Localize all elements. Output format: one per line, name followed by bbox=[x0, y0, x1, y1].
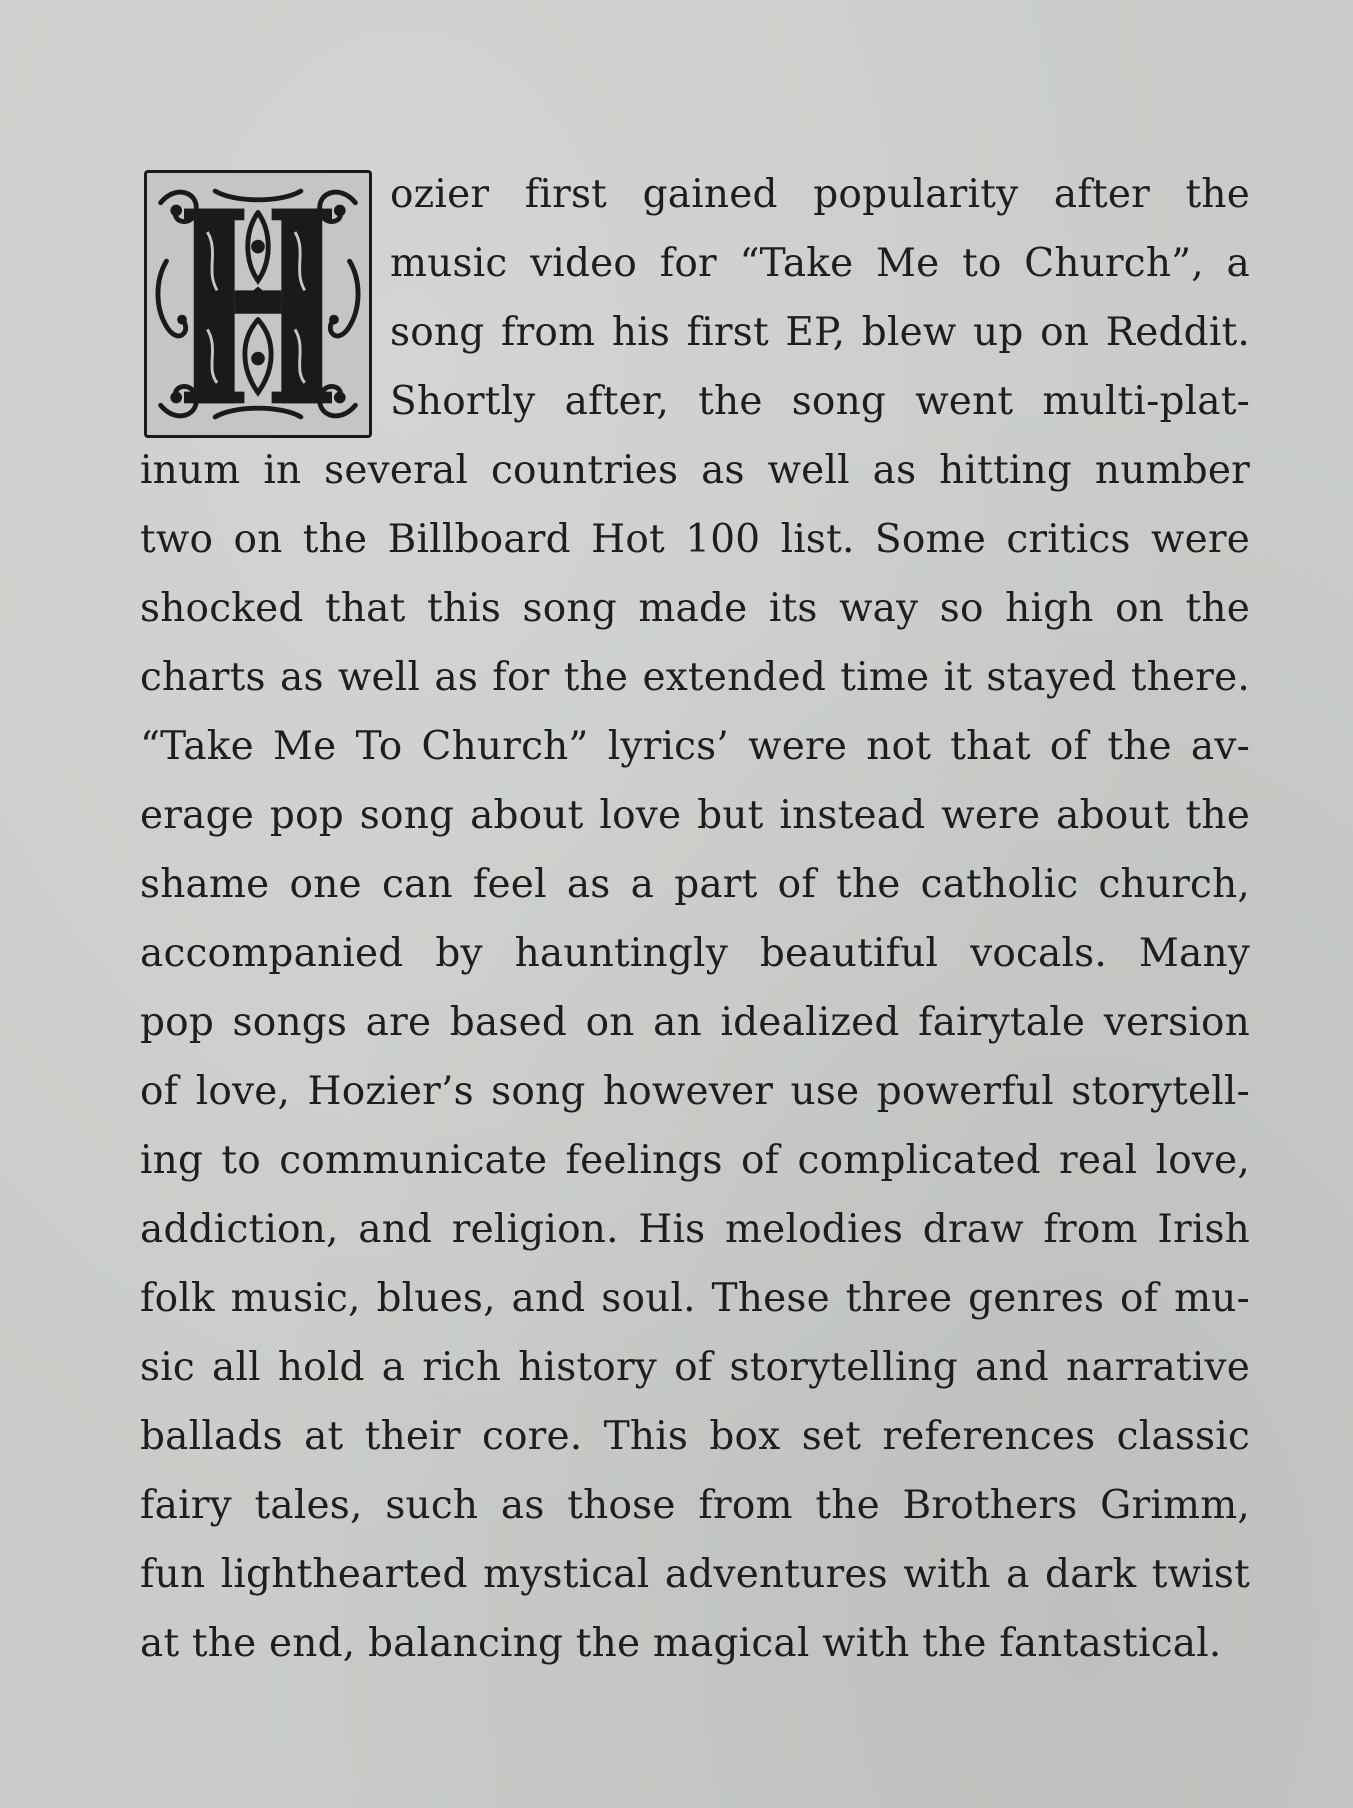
text-line: sic all hold a rich history of storytelling and narrative bbox=[140, 1345, 1250, 1390]
text-line: song from his first EP, blew up on Reddit. bbox=[390, 310, 1250, 355]
text-line: inum in several countries as well as hitting number bbox=[140, 448, 1250, 493]
text-line: music video for “Take Me to Church”, a bbox=[390, 241, 1250, 286]
text-line: shame one can feel as a part of the catholic church, bbox=[140, 862, 1250, 907]
text-line: folk music, blues, and soul. These three genres of mu- bbox=[140, 1276, 1250, 1321]
text-line: fun lighthearted mystical adventures with a dark twist bbox=[140, 1552, 1250, 1597]
text-line: charts as well as for the extended time it stayed there. bbox=[140, 655, 1250, 700]
text-line: ozier first gained popularity after the bbox=[390, 172, 1250, 217]
text-line: ing to communicate feelings of complicated real love, bbox=[140, 1138, 1250, 1183]
text-line: accompanied by hauntingly beautiful vocals. Many bbox=[140, 931, 1250, 976]
text-line: Shortly after, the song went multi-plat- bbox=[390, 379, 1250, 424]
text-line: pop songs are based on an idealized fairytale version bbox=[140, 1000, 1250, 1045]
drop-cap-ornament bbox=[144, 170, 372, 438]
text-line: fairy tales, such as those from the Brothers Grimm, bbox=[140, 1483, 1250, 1528]
text-line: shocked that this song made its way so high on the bbox=[140, 586, 1250, 631]
text-line: ballads at their core. This box set references classic bbox=[140, 1414, 1250, 1459]
body-paragraph bbox=[140, 160, 1250, 1678]
text-line: of love, Hozier’s song however use powerful storytell- bbox=[140, 1069, 1250, 1114]
text-line: erage pop song about love but instead were about the bbox=[140, 793, 1250, 838]
text-line: two on the Billboard Hot 100 list. Some critics were bbox=[140, 517, 1250, 562]
text-line: addiction, and religion. His melodies draw from Irish bbox=[140, 1207, 1250, 1252]
text-line: “Take Me To Church” lyrics’ were not that of the av- bbox=[140, 724, 1250, 769]
floral-initial-icon bbox=[147, 173, 369, 435]
text-line: at the end, balancing the magical with the fantastical. bbox=[140, 1621, 1222, 1666]
